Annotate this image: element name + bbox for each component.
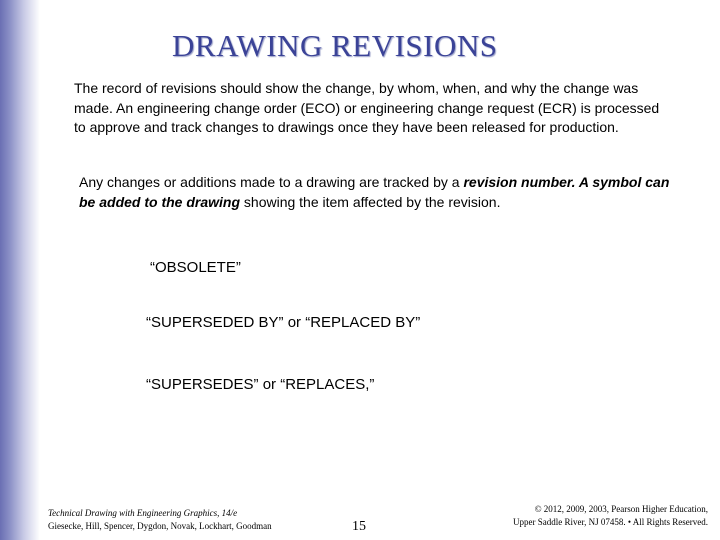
paragraph-revision-number xyxy=(79,172,679,212)
term-supersedes: “SUPERSEDES” or “REPLACES,” xyxy=(146,376,375,393)
paragraph-text: Any changes or additions made to a drawing are tracked by a xyxy=(79,174,464,190)
footer-citation xyxy=(48,507,278,540)
decorative-side-bar xyxy=(0,0,40,540)
footer-authors: Giesecke, Hill, Spencer, Dygdon, Novak, Lockhart, Goodman xyxy=(48,521,272,531)
paragraph-text: showing the item affected by the revision. xyxy=(240,194,501,210)
footer-copyright xyxy=(450,503,708,529)
term-superseded-by: “SUPERSEDED BY” or “REPLACED BY” xyxy=(146,314,421,331)
paragraph-revision-record: The record of revisions should show the change, by whom, when, and why the change was made. An engineering change order (ECO) or engineering change request (ECR) is processed to approve and track changes to drawings once they have been released for production. xyxy=(74,80,660,135)
paragraph-emphasis: revision number. A symbol can be added to the drawing xyxy=(79,174,670,210)
page-number: 15 xyxy=(352,519,366,534)
footer-book-title: Technical Drawing with Engineering Graphics, 14/e xyxy=(48,508,238,518)
copyright-line: Upper Saddle River, NJ 07458. • All Rights Reserved. xyxy=(512,517,708,527)
slide-title: DRAWING REVISIONS xyxy=(172,28,498,63)
copyright-line: © 2012, 2009, 2003, Pearson Higher Education, xyxy=(534,504,708,514)
term-obsolete: “OBSOLETE” xyxy=(150,259,241,276)
